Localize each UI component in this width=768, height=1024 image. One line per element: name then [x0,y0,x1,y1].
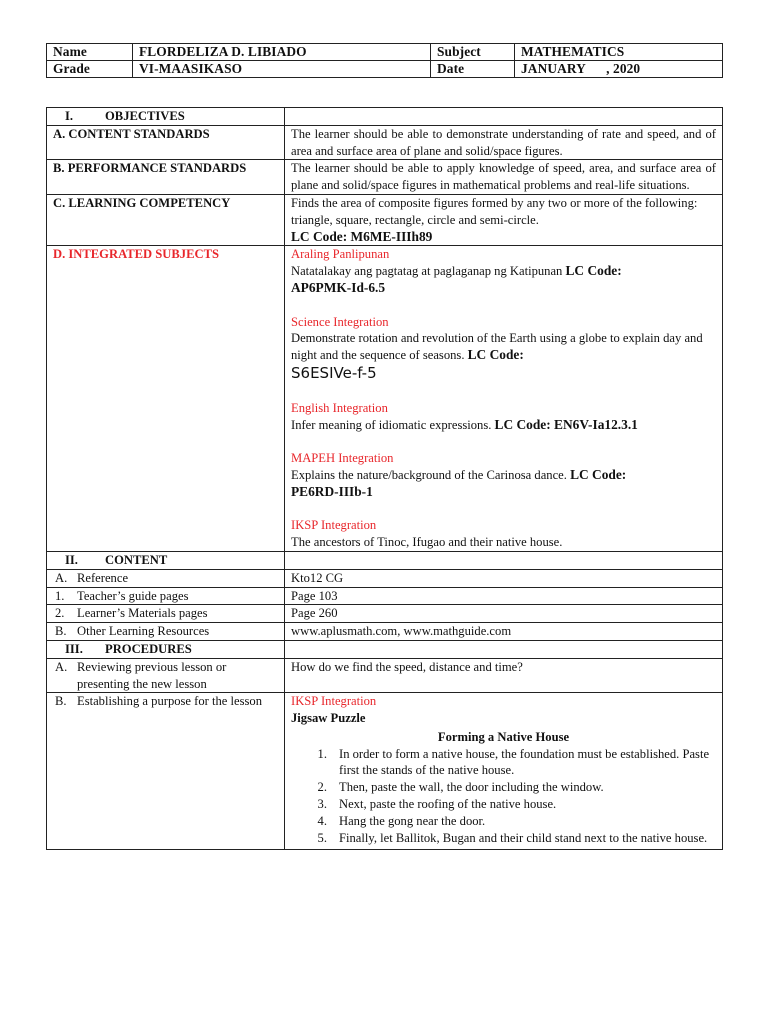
teachers-guide-row [47,587,723,605]
header-row-name [47,44,723,61]
content-section-row [47,551,723,569]
procedure-b-label: Establishing a purpose for the lesson [77,694,263,709]
integrated-subjects-cell [285,246,723,552]
section-number: II. [65,552,78,567]
english-title: English Integration [291,400,388,415]
ap-text: Natatalakay ang pagtatag at paglaganap ng Katipunan [291,264,566,279]
list-item: 1. In order to form a native house, the foundation must be established. Paste first the stands of the native house. [291,746,716,780]
english-code: LC Code: EN6V-Ia12.3.1 [494,416,638,432]
list-item: 2. Then, paste the wall, the door including the window. [317,780,604,795]
science-code: S6ESIVe-f-5 [291,363,377,382]
other-resources-value: www.aplusmath.com, www.mathguide.com [285,623,723,641]
procedure-a-label-cell [47,658,285,693]
learners-materials-label: Learner’s Materials pages [77,606,208,621]
other-resources-label: Other Learning Resources [77,624,210,639]
date-label: Date [431,61,515,78]
procedure-a-row [47,658,723,693]
english-text: Infer meaning of idiomatic expressions. [291,417,495,432]
list-item: 4. Hang the gong near the door. [317,813,486,828]
section-number: I. [65,109,74,123]
mapeh-text: Explains the nature/background of the Carinosa dance. [291,467,571,482]
list-item: 3. Next, paste the roofing of the native house. [317,797,557,812]
performance-standards-label: B. PERFORMANCE STANDARDS [47,160,285,195]
ap-code-label: LC Code: [565,263,622,279]
integrated-subjects-label: D. INTEGRATED SUBJECTS [47,246,285,552]
learning-competency-cell [285,194,723,245]
procedure-b-activity: Jigsaw Puzzle [291,711,366,726]
name-value: FLORDELIZA D. LIBIADO [133,44,431,61]
procedures-heading [47,640,285,658]
ap-entry [291,263,716,280]
performance-standards-row [47,160,723,195]
list-marker: B. [55,694,67,709]
procedure-b-heading: Forming a Native House [437,729,570,744]
learners-materials-row [47,605,723,623]
content-standards-text: The learner should be able to demonstrate understanding of rate and speed, and of area and surface area of plane and solid/space figures. [285,125,723,160]
objectives-heading [47,108,285,126]
ap-code: AP6PMK-Id-6.5 [291,279,386,295]
procedure-b-label-cell [47,693,285,850]
header-table [46,43,723,78]
section-title: PROCEDURES [105,641,192,656]
grade-value: VI-MAASIKASO [133,61,431,78]
step-text: Then, paste the wall, the door including the window. [339,780,604,795]
content-standards-row [47,125,723,160]
mapeh-code: PE6RD-IIIb-1 [291,483,373,499]
teachers-guide-label-cell [47,587,285,605]
name-label: Name [47,44,133,61]
reference-label-cell [47,569,285,587]
learning-competency-text: Finds the area of composite figures formed by any two or more of the following: triangle, square, rectangle, circle and semi-circle. [291,195,698,227]
english-entry [291,417,716,434]
list-marker: B. [55,624,67,639]
step-text: Finally, let Ballitok, Bugan and their child stand next to the native house. [339,830,708,845]
header-row-grade [47,61,723,78]
procedure-b-steps [291,746,716,847]
performance-standards-text: The learner should be able to apply knowledge of speed, area, and surface area of plane and solid/space figures in mathematical problems and real-life situations. [285,160,723,195]
grade-label: Grade [47,61,133,78]
science-text: Demonstrate rotation and revolution of the Earth using a globe to explain day and night and the sequence of seasons. [291,331,703,363]
step-text: Hang the gong near the door. [339,813,486,828]
other-resources-row [47,623,723,641]
other-resources-label-cell [47,623,285,641]
learning-competency-label: C. LEARNING COMPETENCY [47,194,285,245]
reference-row [47,569,723,587]
learners-materials-value: Page 260 [285,605,723,623]
iksp-text: The ancestors of Tinoc, Ifugao and their native house. [291,535,563,550]
list-marker: 2. [55,606,65,621]
mapeh-title: MAPEH Integration [291,451,394,466]
step-text: In order to form a native house, the foundation must be established. Paste first the stands of the native house. [339,746,710,778]
section-number: III. [65,641,83,656]
procedure-b-row [47,693,723,850]
learning-competency-row [47,194,723,245]
procedure-b-iksp: IKSP Integration [291,694,377,709]
integrated-subjects-row [47,246,723,552]
procedure-a-value: How do we find the speed, distance and time? [285,658,723,693]
procedure-b-cell [285,693,723,850]
science-title: Science Integration [291,314,389,329]
science-code-label: LC Code: [467,347,524,363]
procedure-a-label: Reviewing previous lesson or presenting the new lesson [77,659,227,691]
content-heading [47,551,285,569]
content-standards-label: A. CONTENT STANDARDS [47,125,285,160]
teachers-guide-value: Page 103 [285,587,723,605]
reference-value: Kto12 CG [285,569,723,587]
reference-label: Reference [77,570,129,585]
mapeh-code-label: LC Code: [570,466,627,482]
objectives-section-row [47,108,723,126]
list-marker: 1. [55,588,65,603]
subject-value: MATHEMATICS [515,44,723,61]
list-marker: A. [55,570,68,585]
procedures-section-row [47,640,723,658]
section-title: CONTENT [105,552,168,567]
mapeh-entry [291,467,716,484]
learners-materials-label-cell [47,605,285,623]
list-marker: A. [55,659,68,674]
date-value: JANUARY , 2020 [515,61,723,78]
iksp-title: IKSP Integration [291,518,377,533]
learning-competency-code: LC Code: M6ME-IIIh89 [291,228,433,244]
step-text: Next, paste the roofing of the native house. [339,797,557,812]
list-item: 5. Finally, let Ballitok, Bugan and their child stand next to the native house. [317,830,708,845]
section-title: OBJECTIVES [105,109,185,123]
science-entry [291,330,716,364]
ap-title: Araling Panlipunan [291,247,390,262]
lesson-plan-table [46,107,723,850]
subject-label: Subject [431,44,515,61]
teachers-guide-label: Teacher’s guide pages [77,588,189,603]
